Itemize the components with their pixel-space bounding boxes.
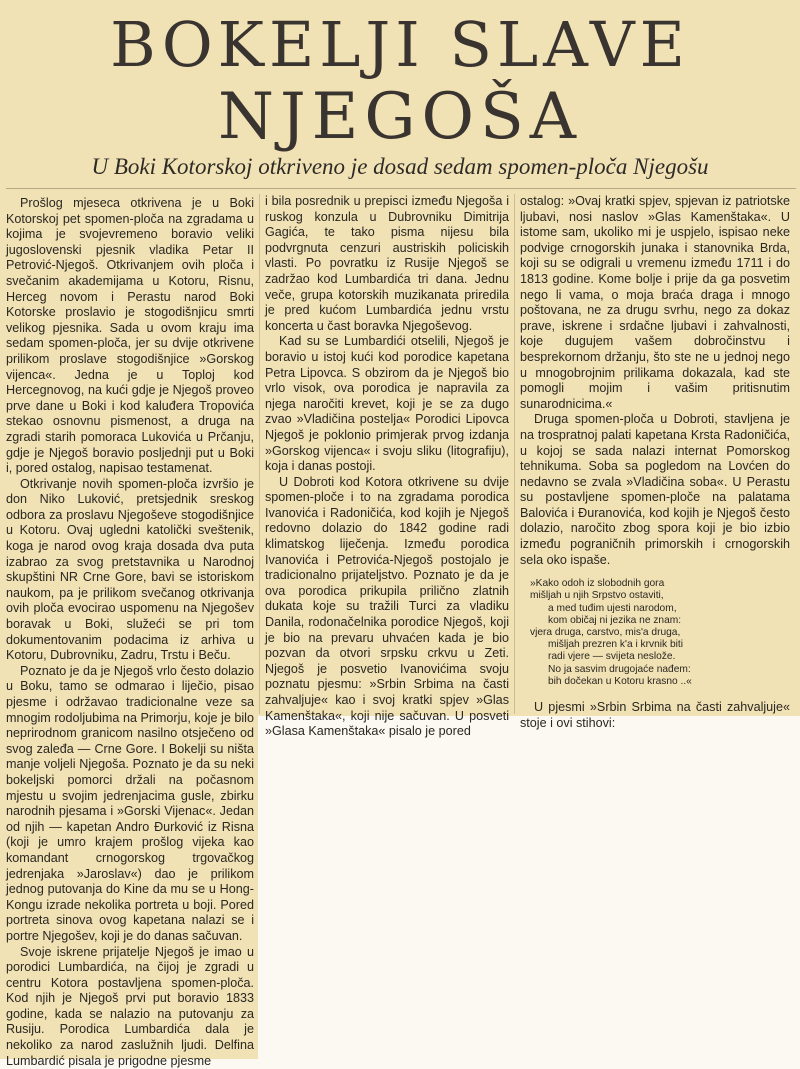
poem-line: »Kako odoh iz slobodnih gora — [530, 578, 790, 590]
column-divider — [259, 194, 260, 714]
article-column-3 — [520, 194, 790, 714]
headline-line-2: NJEGOŠA — [0, 80, 800, 154]
paragraph: Otkrivanje novih spomen-ploča izvršio je don Niko Luković, pretsjednik sreskog odbora za proslavu Njegoševe stogodišnjice u Kotoru. Ovaj ugledni katolički sveštenik, koga je narod ovog kraja dosada dva puta izabrao za svog pretstavnika u Narodnoj skupštini NR Crne Gore, bavi se istoriskom naukom, pa je prilikom svečanog otkrivanja ovih ploča evocirao uspomenu na Njegošev boravak u Boki, služeći se pri tom dokumentovanim podacima iz arhiva u Kotoru, Dubrovniku, Zadru, Trstu i Beču. — [6, 477, 254, 664]
poem-line: a med tuđim ujesti narodom, — [530, 603, 790, 615]
poem-line: No ja sasvim drugojaće nađem: — [530, 664, 790, 676]
article-column-2 — [265, 194, 509, 714]
paragraph: Prošlog mjeseca otkrivena je u Boki Kotorskoj pet spomen-ploča na zgradama u kojima je svojevremeno boravio veliki jugoslovenski pjesnik vladika Petar II Petrović-Njegoš. Otkrivanjem ovih ploča i svečanim akademijama u Kotoru, Risnu, Herceg novom i Perastu narod Boki Kotorske proslavio je stogodišnjicu smrti velikog pjesnika. Sada u ovom kraju ima sedam spomen-ploča, jer su dvije otkrivene prilikom proslave stogodišnjice »Gorskog vijenca«. Jedna je u Toploj kod Hercegnovog, na kući gdje je Njegoš proveo prve dane u Boki i kod kaluđera Tropovića stekao osnovnu pismenost, a druga na zgradi starih pomoraca Lukovića u Prčanju, gdje je Njegoš boravio posljednji put u Boki i, pored ostalog, napisao testamenat. — [6, 196, 254, 477]
paragraph: ostalog: »Ovaj kratki spjev, spjevan iz patriotske ljubavi, nosi naslov »Glas Kamenštaka«. U istome sam, ukoliko mi je uspjelo, ispisao neke podvige crnogorskih junaka i stanovnika Brda, koji su se odigrali u vremenu između 1711 i do 1813 godine. Kome bolje i prije da ga posvetim nego li vama, o moja braća draga i mnogo poštovana, ne za drugu svrhu, nego za dokaz prave, iskrene i srdačne ljubavi i zahvalnosti, koje dugujem vašem dobročinstvu i besprekornom držanju, što ste ne u jednoj nego u mnogobrojnim prilikama dokazala, kad ste pomogli mojim i vašim pritisnutim sunarodnicima.« — [520, 194, 790, 412]
paragraph: Druga spomen-ploča u Dobroti, stavljena je na trospratnoj palati kapetana Krsta Radoničića, u kojoj se sada nalazi internat Pomorskog tehnikuma. Soba sa pogledom na Lovćen do nedavno se zvala »Vladičina soba«. U Perastu su postavljene spomen-ploče na palatama Balovića i Đuranovića, kod kojih je Njegoš često dolazio, naročito zbog spora koji je bio izbio između pograničnih primorskih i crnogorskih sela oko ispaše. — [520, 412, 790, 568]
header-rule — [6, 188, 796, 189]
poem-line: mišljah prezren k'a i krvnik biti — [530, 639, 790, 651]
poem-line: radi vjere — svijeta neslože. — [530, 651, 790, 663]
paragraph: U pjesmi »Srbin Srbima na časti zahvaljuje« stoje i ovi stihovi: — [520, 700, 790, 731]
poem-line: bih dočekan u Kotoru krasno ..« — [530, 676, 790, 688]
headline-line-1: BOKELJI SLAVE — [0, 8, 800, 81]
paragraph: Poznato je da je Njegoš vrlo često dolazio u Boku, tamo se odmarao i liječio, pisao pjesme i održavao tradicionalne veze sa mnogim rodoljubima na Primorju, koje je bilo neprirodnom granicom nasilno otsječeno od svog zaleđa — Crne Gore. I Bokelji su ništa manje voljeli Njegoša. Poznato je da su neki bokeljski pomorci držali na počasnom mjestu u svojim jedrenjacima gusle, zbirku narodnih pjesama i »Gorski Vijenac«. Jedan od njih — kapetan Andro Đurković iz Risna (koji je umro krajem prošlog vijeka kao komandant crnogorskog trgovačkog jedrenjaka »Jaroslav«) dao je prilikom jednog putovanja do Kine da mu se u Hong-Kongu izrade nekolika portreta u boji. Pored portreta sinova ovog kapetana nalazi se i portre Njegošev, koji je do danas sačuvan. — [6, 664, 254, 945]
paragraph: i bila posrednik u prepisci između Njegoša i ruskog konzula u Dubrovniku Dimitrija Gagića, te tako pisma nijesu bila podvrgnuta cenzuri austriskih policiskih vlasti. Po povratku iz Rusije Njegoš se zadržao kod Lumbardića tri dana. Jednu veče, grupa kotorskih muzikanata priredila je pred kućom Lumbardića jednu vrstu koncerta u čast boravka Njegoševog. — [265, 194, 509, 334]
paragraph: Svoje iskrene prijatelje Njegoš je imao u porodici Lumbardića, na čijoj je zgradi u centru Kotora postavljena spomen-ploča. Kod njih je Njegoš prvi put boravio 1833 godine, kada se nalazio na putovanju za Rusiju. Porodica Lumbardića dala je nekoliko za narod zaslužnih ljudi. Delfina Lumbardić pisala je prigodne pjesme — [6, 945, 254, 1069]
poem-excerpt — [520, 578, 790, 688]
poem-line: vjera druga, carstvo, mis'a druga, — [530, 627, 790, 639]
paragraph: Kad su se Lumbardići otselili, Njegoš je boravio u istoj kući kod porodice kapetana Petra Lipovca. S obzirom da je Njegoš bio vrlo visok, ova porodica je napravila za njega naročiti krevet, koji je se za dugo zvao »Vladičina postelja« Porodici Lipovca Njegoš je poklonio primjerak prvog izdanja »Gorskog vijenca« i svoju sliku (litografiju), koja i danas postoji. — [265, 334, 509, 474]
article-column-1 — [6, 196, 254, 1058]
subtitle: U Boki Kotorskoj otkriveno je dosad sedam spomen-ploča Njegošu — [0, 154, 800, 180]
poem-line: kom običaj ni jezika ne znam: — [530, 615, 790, 627]
column-divider — [514, 194, 515, 714]
poem-line: mišljah u njih Srpstvo ostaviti, — [530, 590, 790, 602]
paragraph: U Dobroti kod Kotora otkrivene su dvije spomen-ploče i to na zgradama porodica Ivanovića i Radoničića, kod kojih je Njegoš redovno dolazio do 1842 godine radi klimatskog liječenja. Između porodica Ivanovića i Petrovića-Njegoš postojalo je tradicionalno prijateljstvo. Poznato je da je ova porodica prikupila prilično zlatnih dukata koje su tražili Turci za vladiku Danila, rodonačelnika porodice Njegoš, koji je bio na prevaru uhvaćen kada je bio pozvan da otvori srpsku crkvu u Zeti. Njegoš je posvetio Ivanovićima svoju poznatu pjesmu: »Srbin Srbima na časti zahvaljuje« kao i svoj kratki spjev »Glas Kamenštaka«, koji nije sačuvan. U posveti »Glasa Kamenštaka« pisalo je pored — [265, 475, 509, 740]
